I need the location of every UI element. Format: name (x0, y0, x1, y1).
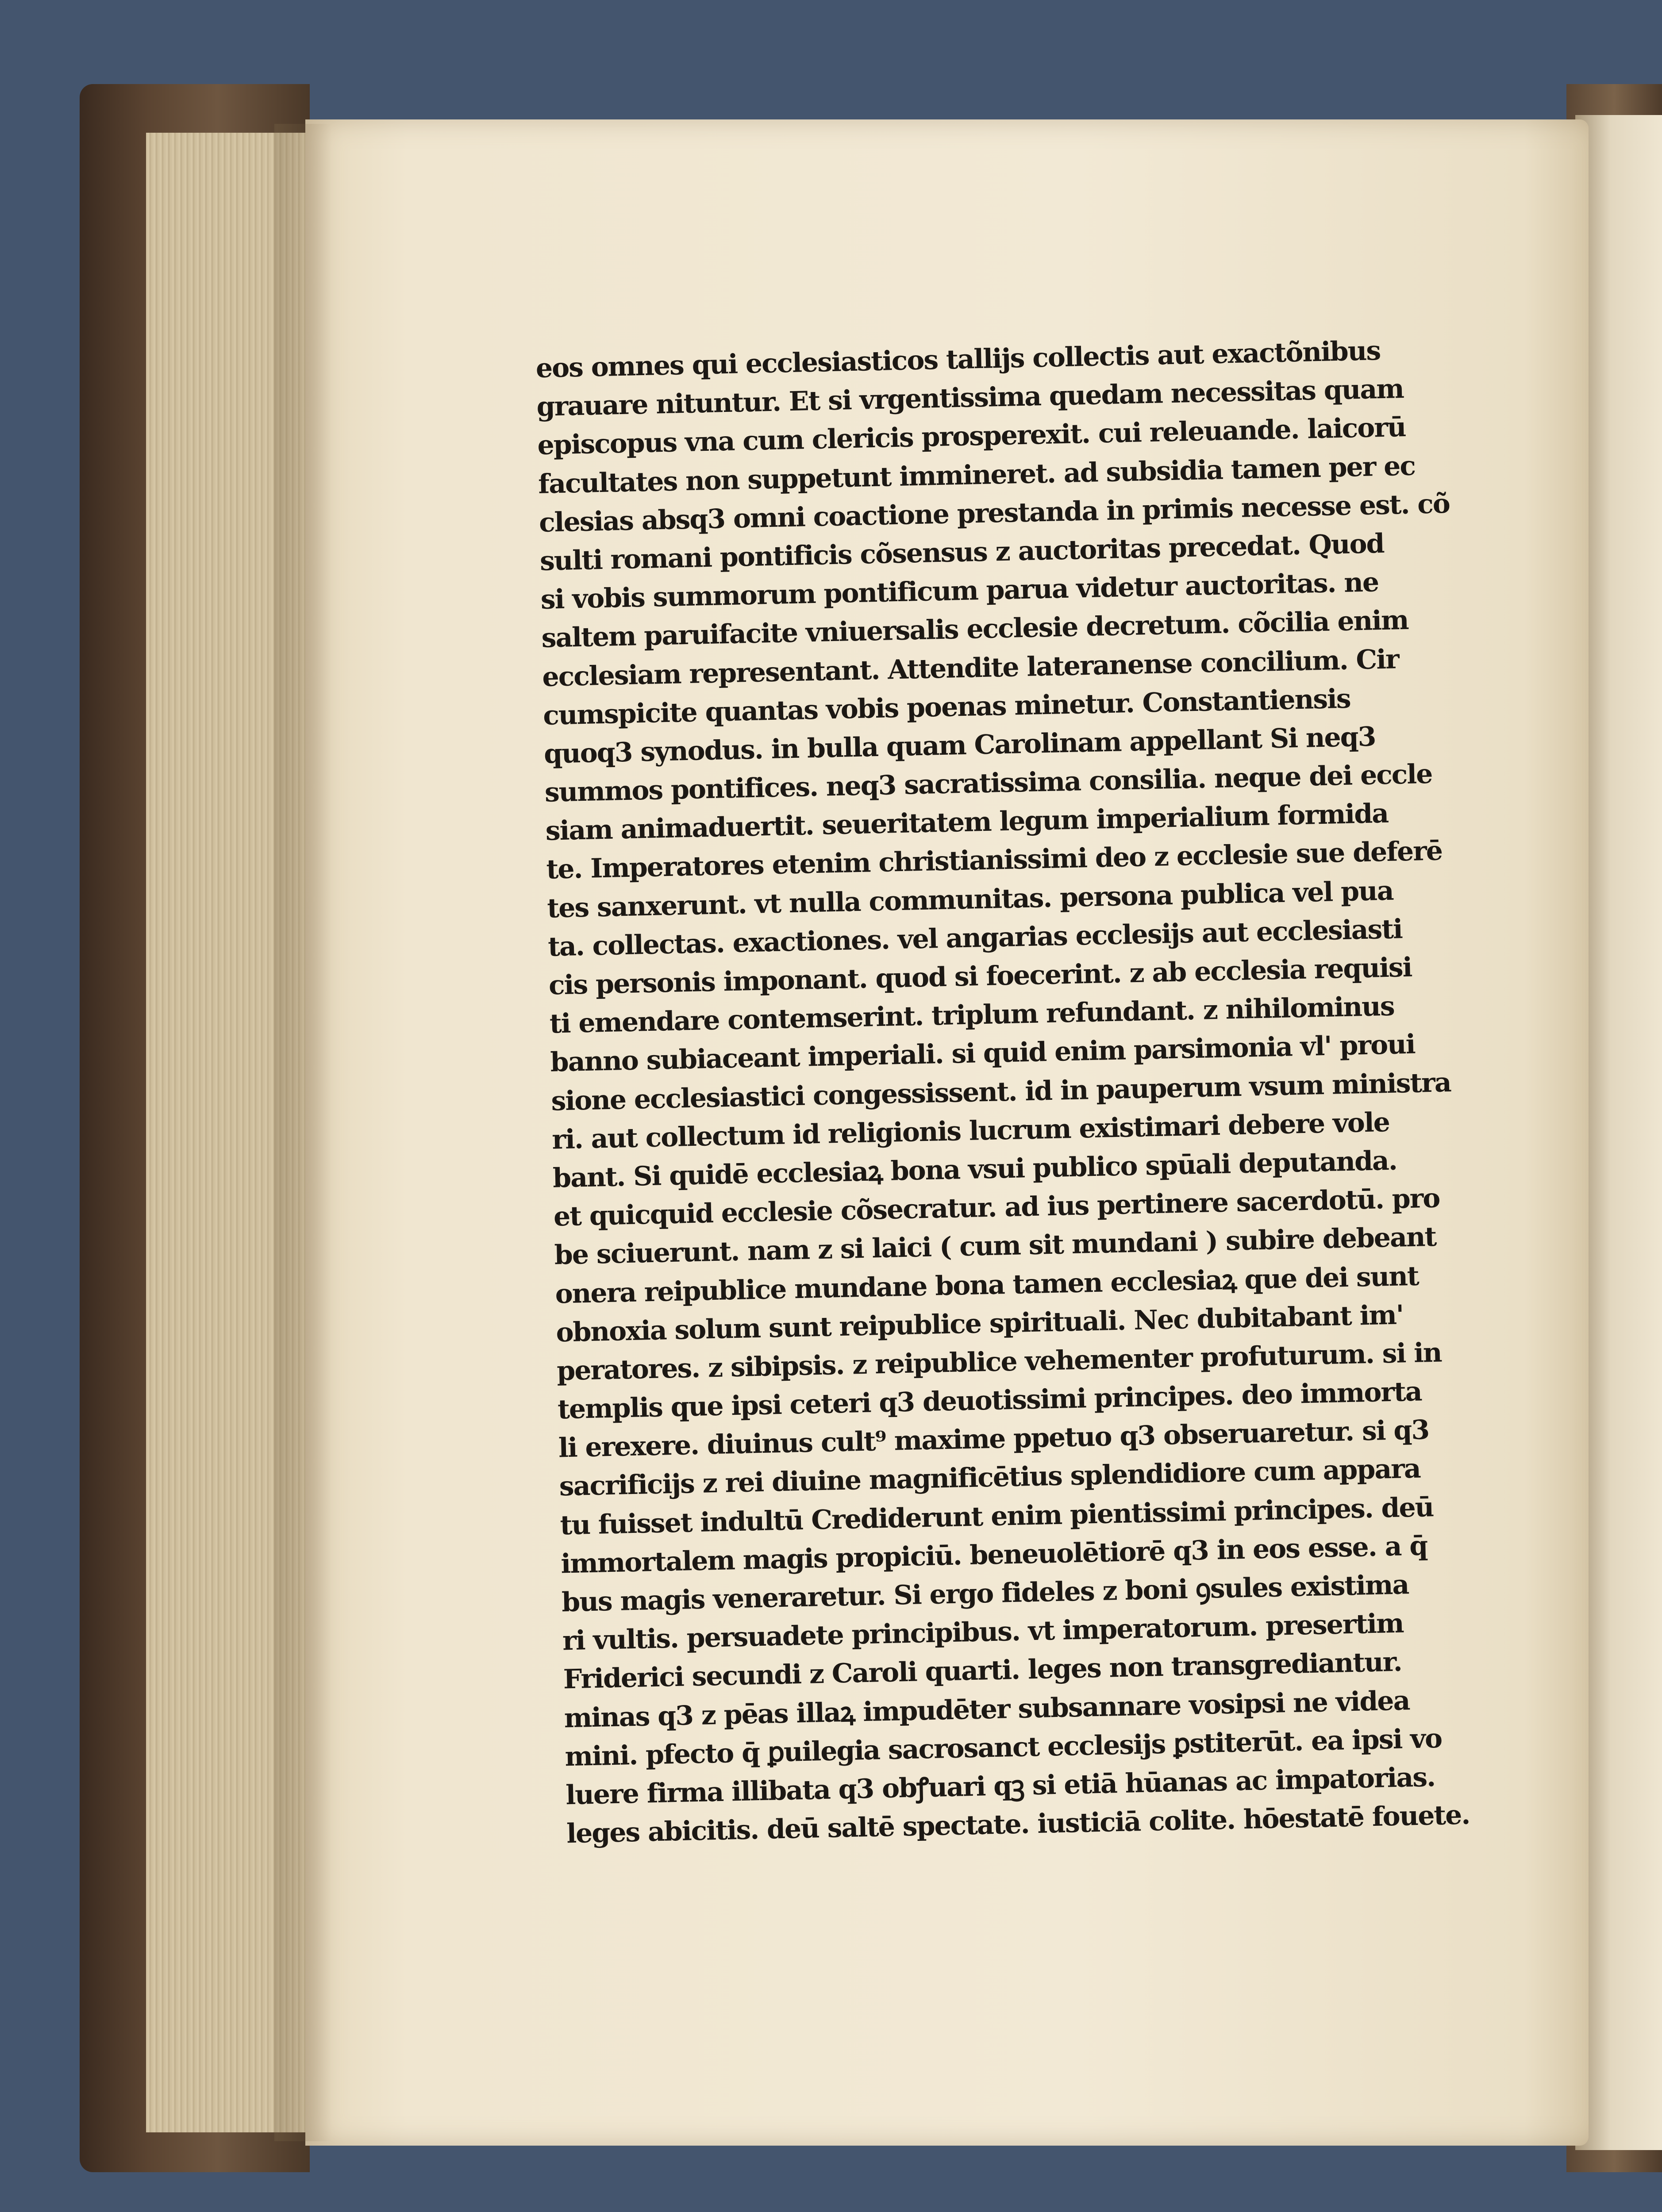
text-line: siam animaduertit. seueritatem legum imperialium formida (545, 798, 1389, 847)
text-line: si vobis summorum pontificum parua videtur auctoritas. ne (540, 567, 1379, 615)
text-line: clesias absq3 omni coactione prestanda in primis necesse est. cõ (539, 488, 1450, 538)
text-line: bus magis veneraretur. Si ergo fideles z boni ꝯsules existima (561, 1569, 1409, 1618)
text-line: grauare nituntur. Et si vrgentissima quedam necessitas quam (536, 373, 1404, 423)
text-line: episcopus vna cum clericis prosperexit. cui releuande. laicorū (537, 412, 1406, 461)
text-line: saltem paruifacite vniuersalis ecclesie decretum. cõcilia enim (541, 605, 1409, 654)
text-line: te. Imperatores etenim christianissimi deo z ecclesie sue deferē (546, 835, 1443, 886)
text-line: summos pontifices. neq3 sacratissima consilia. neque dei eccle (544, 758, 1432, 808)
text-line: luere firma illibata q3 obꝭuari qꝫ si etiā hūanas ac impatorias. (565, 1762, 1435, 1811)
text-line: onera reipublice mundane bona tamen ecclesiaꝝ que dei sunt (554, 1260, 1419, 1310)
text-line: cumspicite quantas vobis poenas minetur. Constantiensis (542, 683, 1351, 731)
text-line: facultates non suppetunt immineret. ad subsidia tamen per ec (538, 450, 1416, 500)
text-line: Friderici secundi z Caroli quarti. leges non transgrediantur. (563, 1647, 1402, 1695)
text-line: minas q3 z pēas illaꝝ impudēter subsannare vosipsi ne videa (564, 1685, 1410, 1734)
text-line: quoq3 synodus. in bulla quam Carolinam appellant Si neq3 (543, 721, 1376, 770)
text-line: cis personis imponant. quod si foecerint. z ab ecclesia requisi (548, 952, 1412, 1001)
text-line: obnoxia solum sunt reipublice spirituali. Nec dubitabant im' (555, 1299, 1404, 1348)
text-line: sione ecclesiastici congessissent. id in pauperum vsum ministra (550, 1067, 1451, 1117)
text-line: tu fuisset indultū Crediderunt enim pientissimi principes. deū (559, 1491, 1434, 1541)
text-line: templis que ipsi ceteri q3 deuotissimi principes. deo immorta (557, 1376, 1422, 1425)
text-line: et quicquid ecclesie cõsecratur. ad ius pertinere sacerdotū. pro (553, 1183, 1440, 1233)
gutter-shadow (274, 124, 332, 2141)
text-line: immortalem magis propiciū. beneuolētiorē q3 in eos esse. a q̄ (560, 1530, 1427, 1580)
text-line: peratores. z sibipsis. z reipublice vehementer profuturum. si in (556, 1337, 1442, 1387)
text-line: li erexere. diuinus cult⁹ maxime ppetuo q3 obseruaretur. si q3 (558, 1414, 1429, 1464)
text-line: sulti romani pontificis cõsensus z auctoritas precedat. Quod (539, 528, 1385, 577)
text-line: ri. aut collectum id religionis lucrum existimari debere vole (551, 1106, 1390, 1156)
text-line: ri vultis. persuadete principibus. vt imperatorum. presertim (562, 1608, 1404, 1657)
text-line: eos omnes qui ecclesiasticos tallijs collectis aut exactõnibus (535, 335, 1381, 384)
text-line: leges abicitis. deū saltē spectate. iusticiā colite. hōestatē fouete. (566, 1799, 1470, 1850)
text-line: mini. pfecto q̄ ꝑuilegia sacrosanct ecclesijs ꝑstiterūt. ea ipsi vo (564, 1723, 1442, 1773)
text-line: tes sanxerunt. vt nulla communitas. persona publica vel pua (546, 875, 1394, 924)
text-line: bant. Si quidē ecclesiaꝝ bona vsui publico spūali deputanda. (552, 1145, 1397, 1194)
text-line: ta. collectas. exactiones. vel angarias ecclesijs aut ecclesiasti (547, 914, 1403, 963)
text-line: banno subiaceant imperiali. si quid enim parsimonia vl' proui (550, 1029, 1416, 1079)
text-line: ecclesiam representant. Attendite lateranense concilium. Cir (542, 643, 1399, 693)
text-line: ti emendare contemserint. triplum refundant. z nihilominus (549, 991, 1395, 1040)
printed-text-block (535, 329, 1540, 1854)
text-line: be sciuerunt. nam z si laici ( cum sit mundani ) subire debeant (554, 1221, 1436, 1271)
text-line: sacrificijs z rei diuine magnificētius splendidiore cum appara (559, 1453, 1421, 1502)
